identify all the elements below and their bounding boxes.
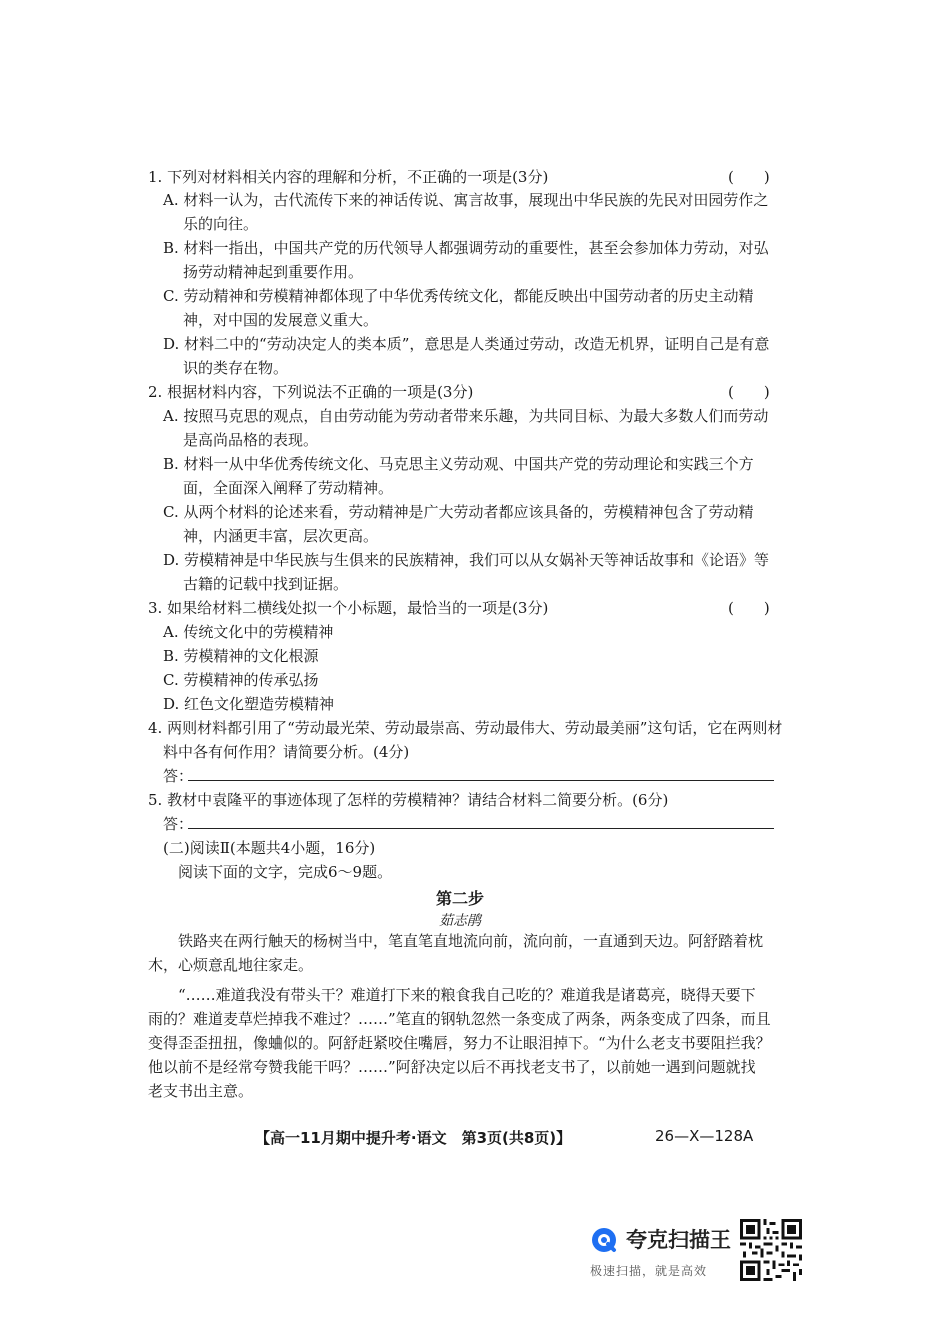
passage-line-2: 木，心烦意乱地往家走。 [148,956,314,974]
scanner-slogan: 极速扫描，就是高效 [590,1264,708,1278]
question-2-stem: 2. 根据材料内容，下列说法不正确的一项是(3分) [148,383,474,401]
question-1-answer-paren: ( ) [728,168,770,186]
question-4-answer-line[interactable] [188,779,774,781]
passage-title: 第二步 [435,889,484,908]
question-2-option-d-cont: 古籍的记载中找到证据。 [183,575,349,593]
quark-logo-icon [590,1226,618,1254]
question-1-option-b: B. 材料一指出，中国共产党的历代领导人都强调劳动的重要性，甚至会参加体力劳动，对弘 [163,239,769,257]
passage-line-5: 变得歪歪扭扭，像蛐似的。阿舒赶紧咬住嘴唇，努力不让眼泪掉下。“为什么老支书要阻拦我？ [148,1034,771,1052]
question-4-stem-cont: 料中各有何作用？请简要分析。(4分) [163,743,410,761]
question-5-answer-label: 答： [163,815,194,833]
question-4-stem: 4. 两则材料都引用了“劳动最光荣、劳动最崇高、劳动最伟大、劳动最美丽”这句话，它在两则材 [148,719,783,737]
qr-code-icon[interactable] [740,1219,802,1281]
question-2-answer-paren: ( ) [728,383,770,401]
exam-code: 26—X—128A [655,1127,754,1145]
question-1-option-d: D. 材料二中的“劳动决定人的类本质”，意思是人类通过劳动，改造无机界，证明自己是有意 [163,335,770,353]
scanner-brand-name: 夸克扫描王 [626,1228,731,1252]
passage-line-7: 老支书出主意。 [148,1082,254,1100]
question-3-answer-paren: ( ) [728,599,770,617]
passage-line-3: “……难道我没有带头干？难道打下来的粮食我自己吃的？难道我是诸葛亮，晓得天要下 [148,986,756,1004]
passage-author: 茹志鹃 [439,913,481,929]
passage-line-6: 他以前不是经常夸赞我能干吗？……”阿舒决定以后不再找老支书了，以前她一遇到问题就找 [148,1058,756,1076]
question-3-option-d: D. 红色文化塑造劳模精神 [163,695,335,713]
question-1-stem: 1. 下列对材料相关内容的理解和分析，不正确的一项是(3分) [148,168,549,186]
question-4-answer-label: 答： [163,767,194,785]
question-2-option-b: B. 材料一从中华优秀传统文化、马克思主义劳动观、中国共产党的劳动理论和实践三个方 [163,455,754,473]
question-1-option-a: A. 材料一认为，古代流传下来的神话传说、寓言故事，展现出中华民族的先民对田园劳作之 [163,191,769,209]
section-instruction: 阅读下面的文字，完成6～9题。 [178,863,393,881]
passage-line-1: 铁路夹在两行触天的杨树当中，笔直笔直地流向前，流向前，一直通到天边。阿舒踏着枕 [148,932,764,950]
passage-line-4: 雨的？难道麦草烂掉我不难过？……”笔直的钢轨忽然一条变成了两条，两条变成了四条，而且 [148,1010,771,1028]
page-footer: 【高一11月期中提升考·语文 第3页(共8页)】 [255,1129,572,1147]
question-2-option-b-cont: 面，全面深入阐释了劳动精神。 [183,479,394,497]
question-1-option-d-cont: 识的类存在物。 [183,359,289,377]
question-5-stem: 5. 教材中袁隆平的事迹体现了怎样的劳模精神？请结合材料二简要分析。(6分) [148,791,669,809]
question-3-stem: 3. 如果给材料二横线处拟一个小标题，最恰当的一项是(3分) [148,599,549,617]
section-heading: (二)阅读Ⅱ(本题共4小题，16分) [163,839,376,857]
question-3-option-c: C. 劳模精神的传承弘扬 [163,671,319,689]
question-1-option-c: C. 劳动精神和劳模精神都体现了中华优秀传统文化，都能反映出中国劳动者的历史主动精 [163,287,754,305]
question-2-option-c: C. 从两个材料的论述来看，劳动精神是广大劳动者都应该具备的，劳模精神包含了劳动精 [163,503,754,521]
question-1-option-b-cont: 扬劳动精神起到重要作用。 [183,263,364,281]
question-5-answer-line[interactable] [188,827,774,829]
question-2-option-d: D. 劳模精神是中华民族与生俱来的民族精神，我们可以从女娲补天等神话故事和《论语》等 [163,551,770,569]
question-1-option-a-cont: 乐的向往。 [183,215,259,233]
question-2-option-a-cont: 是高尚品格的表现。 [183,431,319,449]
question-3-option-a: A. 传统文化中的劳模精神 [163,623,334,641]
question-1-option-c-cont: 神，对中国的发展意义重大。 [183,311,379,329]
question-2-option-c-cont: 神，内涵更丰富，层次更高。 [183,527,379,545]
question-3-option-b: B. 劳模精神的文化根源 [163,647,319,665]
question-2-option-a: A. 按照马克思的观点，自由劳动能为劳动者带来乐趣，为共同目标、为最大多数人们而劳动 [163,407,769,425]
